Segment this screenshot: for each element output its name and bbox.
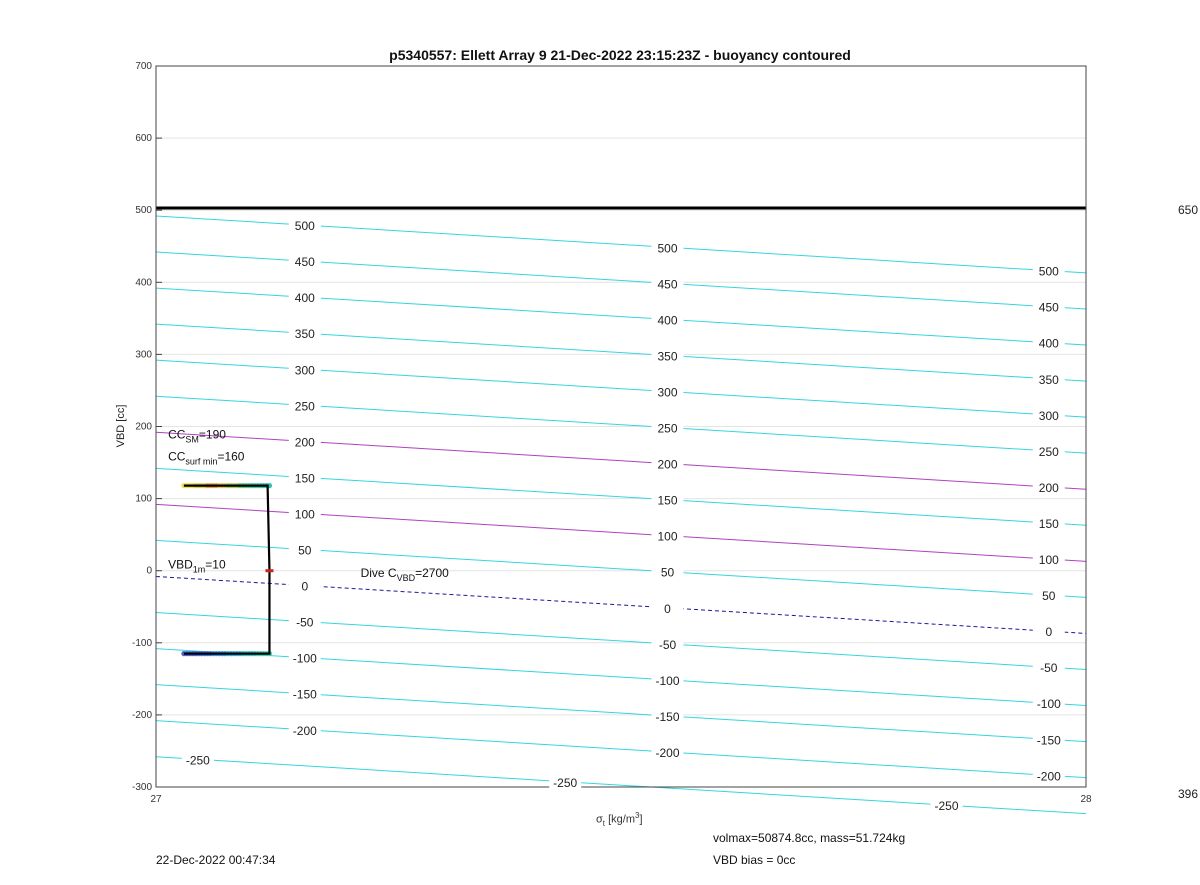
contour-label-300-1: 300 (657, 385, 678, 400)
contour-label--100-2: -100 (1036, 697, 1061, 712)
y-tick-label-300: 300 (135, 349, 152, 361)
contour-label-150-0: 150 (294, 471, 315, 486)
contour-label--200-1: -200 (655, 745, 680, 760)
sigma-subscript: t (602, 818, 606, 828)
contour-label-50-0: 50 (298, 543, 312, 558)
right-edge-value-top: 650 (1178, 203, 1199, 217)
contour-label--150-0: -150 (292, 687, 317, 702)
contour-label-450-0: 450 (294, 255, 315, 270)
annotation-cc_sm-sub: SM (185, 434, 199, 445)
x-tick-label-27: 27 (150, 794, 162, 805)
annotation-vbd_1m-value: =10 (205, 557, 226, 572)
contour-label--100-0: -100 (292, 651, 317, 666)
y-tick-label-100: 100 (135, 493, 152, 505)
contour-labels (182, 217, 1065, 813)
contour-label-150-1: 150 (657, 493, 678, 508)
contour-label-350-1: 350 (657, 349, 678, 364)
contour-label-200-2: 200 (1038, 480, 1059, 495)
contour-label-400-1: 400 (657, 313, 678, 328)
contour-label-250-1: 250 (657, 421, 678, 436)
contour-label--50-2: -50 (1040, 661, 1058, 676)
x-axis-label: $\sigma_t$ $[kg/m^3]$ (596, 811, 643, 828)
annotation-vbd_1m-sub: 1m (192, 564, 206, 575)
y-tick-label-200: 200 (135, 421, 152, 433)
contour-label--200-2: -200 (1036, 769, 1061, 784)
unit-exponent: 3 (634, 811, 640, 820)
contour-label-50-2: 50 (1042, 589, 1056, 604)
contour-label-450-1: 450 (657, 277, 678, 292)
contour-label-500-1: 500 (657, 241, 678, 256)
y-tick-label-600: 600 (135, 133, 152, 145)
volmax-text: volmax=50874.8cc, mass=51.724kg (713, 831, 906, 845)
contour-label--250-1: -250 (553, 775, 578, 790)
contour-label--200-0: -200 (292, 723, 317, 738)
contour-label-500-2: 500 (1038, 264, 1059, 279)
y-tick-label-500: 500 (135, 205, 152, 217)
contour-label-450-2: 450 (1038, 300, 1059, 315)
y-tick-label-700: 700 (135, 61, 152, 72)
contour-label-250-2: 250 (1038, 444, 1059, 459)
annotation-cc_surf-base: CC (168, 449, 186, 464)
contour-label--250-2: -250 (934, 799, 959, 814)
contour-label-500-0: 500 (294, 219, 315, 234)
y-tick-label-0: 0 (146, 565, 152, 577)
contour-label-250-0: 250 (294, 399, 315, 414)
axes (132, 61, 1092, 805)
contour-label-100-1: 100 (657, 529, 678, 544)
contour-label-200-0: 200 (294, 435, 315, 450)
vbd-bias-text: VBD bias = 0cc (713, 853, 796, 867)
annotation-vbd_1m (168, 557, 226, 574)
annotation-vbd_1m-base: VBD (168, 557, 193, 572)
contour-label-100-2: 100 (1038, 553, 1059, 568)
contour-label--100-1: -100 (655, 673, 680, 688)
y-gridlines (156, 66, 1086, 787)
right-edge-value-bottom: 396 (1178, 787, 1199, 801)
y-tick-label--200: -200 (131, 709, 152, 721)
annotation-cc_sm (168, 428, 226, 445)
chart-title: p5340557: Ellett Array 9 21-Dec-2022 23:15:23Z - buoyancy contoured (389, 47, 851, 63)
annotation-dive_c (361, 566, 450, 583)
contour-label-0-2: 0 (1045, 625, 1053, 640)
y-tick-label--100: -100 (131, 637, 152, 649)
y-tick-label--300: -300 (131, 782, 152, 793)
contour-label-350-2: 350 (1038, 372, 1059, 387)
contour-label-200-1: 200 (657, 457, 678, 472)
timestamp: 22-Dec-2022 00:47:34 (156, 853, 276, 867)
y-axis-label: VBD [cc] (115, 404, 127, 448)
annotation-cc_sm-value: =190 (198, 427, 226, 442)
y-tick-label-400: 400 (135, 277, 152, 289)
contour-label-150-2: 150 (1038, 516, 1059, 531)
contour-label-0-1: 0 (664, 601, 671, 616)
sigma-symbol: σ (596, 813, 603, 826)
annotation-dive_c-base: Dive C (360, 566, 397, 581)
contour-label-300-0: 300 (294, 363, 315, 378)
contour-label-0-0: 0 (301, 579, 309, 594)
contour-label-50-1: 50 (660, 565, 675, 580)
contour-label--50-0: -50 (296, 615, 314, 630)
contour-label-350-0: 350 (294, 327, 315, 342)
contour-label-300-2: 300 (1038, 408, 1059, 423)
annotation-cc_surf-value: =160 (217, 449, 245, 464)
annotation-cc_surf-sub: surf min (185, 456, 218, 467)
contour-label--50-1: -50 (658, 637, 677, 652)
annotations (168, 428, 449, 583)
contour-label--250-0: -250 (185, 753, 210, 768)
contour-label--150-1: -150 (655, 709, 680, 724)
annotation-cc_sm-base: CC (168, 427, 186, 442)
contour-label-100-0: 100 (294, 507, 315, 522)
annotation-dive_c-sub: VBD (396, 573, 416, 584)
contour-label-400-2: 400 (1038, 336, 1059, 351)
contour-label--150-2: -150 (1036, 733, 1061, 748)
annotation-cc_surf (168, 449, 245, 466)
contour-label-400-0: 400 (294, 291, 315, 306)
x-tick-label-28: 28 (1080, 794, 1092, 805)
annotation-dive_c-value: =2700 (415, 566, 449, 581)
